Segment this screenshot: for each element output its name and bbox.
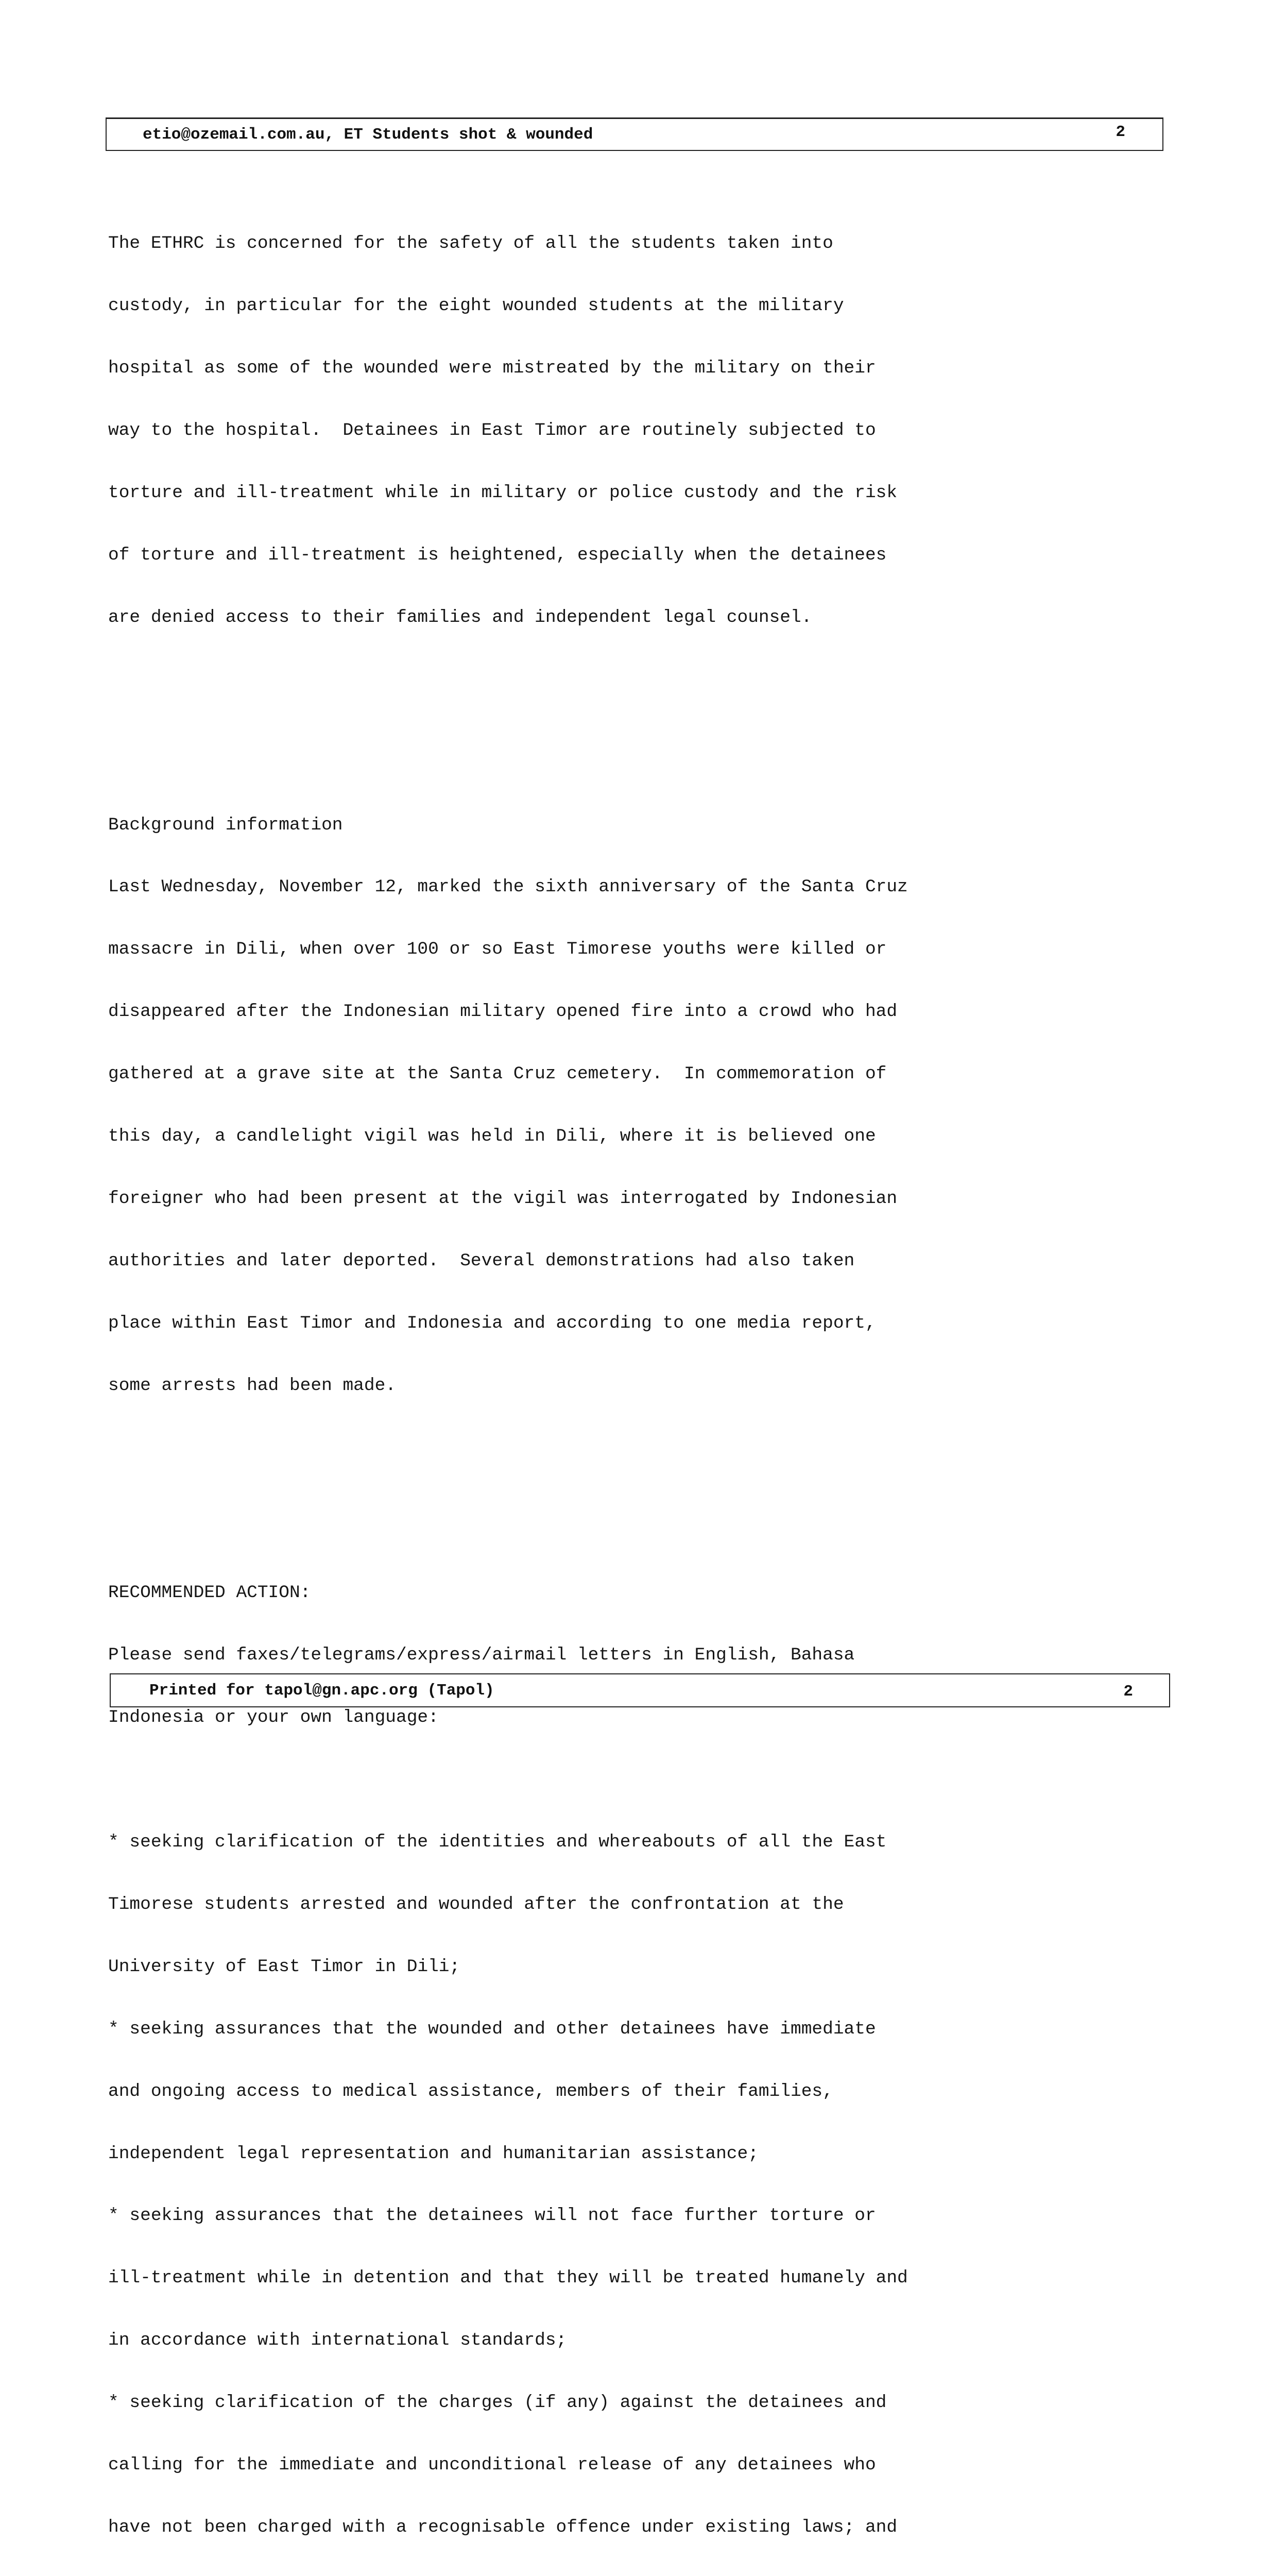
text-line: disappeared after the Indonesian military opened fire into a crowd who had	[108, 1002, 898, 1022]
document-body	[108, 150, 1025, 2576]
background-section	[108, 773, 1025, 1438]
bullet-line: * seeking assurances that the wounded and other detainees have immediate	[108, 2019, 876, 2039]
header-page-number: 2	[1116, 123, 1125, 141]
bullet-line: calling for the immediate and unconditional release of any detainees who	[108, 2454, 876, 2475]
text-line: some arrests had been made.	[108, 1375, 396, 1396]
text-line: are denied access to their families and independent legal counsel.	[108, 607, 812, 628]
text-line: hospital as some of the wounded were mistreated by the military on their	[108, 358, 876, 378]
text-line: The ETHRC is concerned for the safety of all the students taken into	[108, 233, 833, 254]
text-line: foreigner who had been present at the vigil was interrogated by Indonesian	[108, 1188, 898, 1209]
text-line: massacre in Dili, when over 100 or so East Timorese youths were killed or	[108, 939, 887, 960]
bullet-line: University of East Timor in Dili;	[108, 1956, 460, 1977]
bullet-line: * seeking clarification of the identities and whereabouts of all the East	[108, 1832, 887, 1853]
text-line: gathered at a grave site at the Santa Cruz cemetery. In commemoration of	[108, 1064, 887, 1084]
text-line: this day, a candlelight vigil was held in Dili, where it is believed one	[108, 1126, 876, 1146]
text-line: Last Wednesday, November 12, marked the sixth anniversary of the Santa Cruz	[108, 877, 908, 897]
text-line: of torture and ill-treatment is heightened, especially when the detainees	[108, 545, 887, 565]
text-line: Indonesia or your own language:	[108, 1707, 439, 1728]
bullet-line: * seeking assurances that the detainees will not face further torture or	[108, 2206, 876, 2226]
bullet-line: independent legal representation and humanitarian assistance;	[108, 2143, 759, 2164]
section-heading: Background information	[108, 815, 343, 835]
text-line: custody, in particular for the eight wounded students at the military	[108, 296, 844, 316]
bullet-line: and ongoing access to medical assistance, members of their families,	[108, 2081, 833, 2102]
text-line: way to the hospital. Detainees in East Timor are routinely subjected to	[108, 420, 876, 440]
header-title: etio@ozemail.com.au, ET Students shot & wounded	[143, 126, 593, 144]
text-line: Please send faxes/telegrams/express/airmail letters in English, Bahasa	[108, 1645, 855, 1666]
footer-title: Printed for tapol@gn.apc.org (Tapol)	[149, 1682, 494, 1700]
page-header	[106, 117, 1163, 151]
text-line: torture and ill-treatment while in military or police custody and the risk	[108, 482, 898, 503]
bullet-line: * seeking clarification of the charges (if any) against the detainees and	[108, 2393, 887, 2413]
bullet-line: have not been charged with a recognisable offence under existing laws; and	[108, 2517, 898, 2537]
bullet-line: ill-treatment while in detention and that they will be treated humanely and	[108, 2268, 908, 2289]
text-line: place within East Timor and Indonesia and according to one media report,	[108, 1313, 876, 1333]
text-line: authorities and later deported. Several demonstrations had also taken	[108, 1250, 855, 1271]
bullet-line: in accordance with international standards;	[108, 2330, 567, 2351]
page-footer	[110, 1673, 1170, 1707]
intro-paragraph	[108, 192, 1025, 670]
footer-page-number: 2	[1123, 1683, 1133, 1701]
section-heading: RECOMMENDED ACTION:	[108, 1583, 311, 1603]
bullet-line: Timorese students arrested and wounded after the confrontation at the	[108, 1894, 844, 1914]
